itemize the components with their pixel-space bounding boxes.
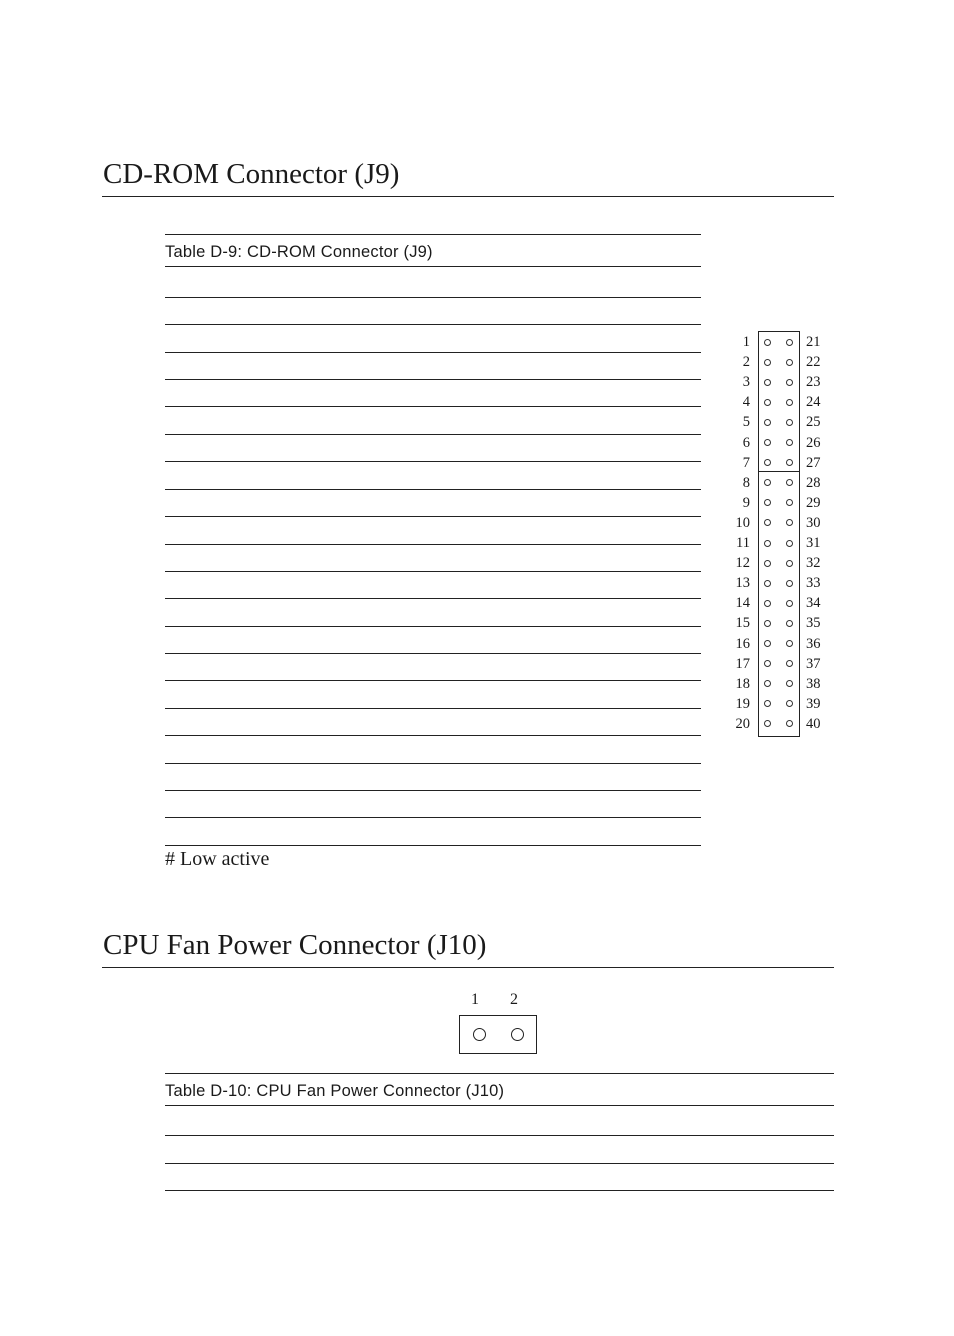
cdrom-table-row-rule [165, 297, 701, 298]
j9-pin-hole [764, 399, 771, 406]
cdrom-table-row-rule [165, 516, 701, 517]
j9-pin-label: 28 [806, 474, 821, 491]
j9-pin-label: 34 [806, 595, 821, 612]
j9-pin-label: 38 [806, 675, 821, 692]
cdrom-table-row-rule [165, 352, 701, 353]
j9-pin-label: 30 [806, 514, 821, 531]
j9-pin-label: 16 [735, 635, 750, 652]
j9-pin-label: 14 [735, 595, 750, 612]
j9-pin-label: 12 [735, 555, 750, 572]
j10-header-outline [459, 1015, 537, 1054]
cdrom-table-row-rule [165, 379, 701, 380]
j10-pin-label-2: 2 [510, 991, 518, 1008]
cdrom-table-row-rule [165, 434, 701, 435]
j9-pin-label: 1 [742, 334, 750, 350]
j9-pin-hole [786, 439, 793, 446]
cdrom-table-row-rule [165, 544, 701, 545]
j9-pin-label: 36 [806, 635, 821, 652]
j9-pin-hole [786, 560, 793, 567]
j9-pin-label: 23 [806, 374, 821, 391]
j9-pin-hole [786, 339, 793, 346]
j9-pin-label: 33 [806, 575, 821, 592]
cpufan-table-row-rule [165, 1105, 834, 1106]
j9-pin-hole [786, 419, 793, 426]
j9-pin-label: 3 [742, 374, 750, 391]
j9-pin-label: 39 [806, 695, 821, 712]
j9-pin-label: 6 [742, 434, 750, 451]
j9-pin-hole [764, 640, 771, 647]
cdrom-table-row-rule [165, 735, 701, 736]
cdrom-table-row-rule [165, 571, 701, 572]
j9-pin-label: 10 [735, 514, 750, 531]
j9-pin-label: 35 [806, 615, 821, 632]
cpufan-table-row-rule [165, 1135, 834, 1136]
cpufan-table [165, 1073, 834, 1193]
j9-pin-label: 9 [742, 494, 750, 511]
j9-pin-label: 25 [806, 414, 821, 431]
j9-pin-label: 32 [806, 555, 821, 572]
cdrom-heading-rule [102, 196, 834, 197]
j9-pin-label: 21 [806, 334, 821, 350]
cpufan-table-row-rule [165, 1163, 834, 1164]
cdrom-table-row-rule [165, 461, 701, 462]
j9-pin-hole [764, 620, 771, 627]
j9-pin-label: 4 [742, 394, 750, 411]
j9-pin-hole [764, 540, 771, 547]
j9-pin-hole [764, 600, 771, 607]
cpufan-section-heading: CPU Fan Power Connector (J10) [103, 929, 487, 961]
cdrom-table-row-rule [165, 598, 701, 599]
j9-pin-hole [764, 580, 771, 587]
cdrom-table-caption: Table D-9: CD-ROM Connector (J9) [165, 243, 433, 261]
cdrom-table-row-rule [165, 653, 701, 654]
j9-pin-label: 37 [806, 655, 821, 672]
low-active-note: # Low active [165, 848, 270, 870]
j9-pin-label: 20 [735, 715, 750, 732]
cdrom-table-row-rule [165, 324, 701, 325]
j9-pin-label: 40 [806, 715, 821, 732]
j9-pin-label: 29 [806, 494, 821, 511]
j10-pin-hole-1 [473, 1028, 486, 1041]
j9-pin-hole [764, 379, 771, 386]
j10-pin-label-1: 1 [471, 991, 479, 1008]
j9-pin-hole [786, 600, 793, 607]
cdrom-table-row-rule [165, 680, 701, 681]
j9-pin-label: 18 [735, 675, 750, 692]
cdrom-table-row-rule [165, 406, 701, 407]
cdrom-table-row-rule [165, 817, 701, 818]
cdrom-table-row-rule [165, 790, 701, 791]
j9-pin-hole [764, 439, 771, 446]
j9-pin-label: 17 [735, 655, 750, 672]
cdrom-table-row-rule [165, 489, 701, 490]
j10-pin-hole-2 [511, 1028, 524, 1041]
j9-pin-hole [786, 359, 793, 366]
j9-pin-hole [786, 399, 793, 406]
cpufan-table-row-rule [165, 1190, 834, 1191]
cdrom-table-row-rule [165, 266, 701, 267]
j9-pin-hole [764, 419, 771, 426]
j9-header-outline [758, 331, 800, 737]
cdrom-section-heading: CD-ROM Connector (J9) [103, 158, 400, 190]
j9-pin-label: 19 [735, 695, 750, 712]
j9-pin-hole [786, 640, 793, 647]
j9-pin-label: 22 [806, 354, 821, 371]
j9-pin-hole [786, 379, 793, 386]
j9-pin-label: 7 [742, 454, 750, 471]
j9-pin-label: 27 [806, 454, 821, 471]
j9-pin-hole [786, 620, 793, 627]
cdrom-table-row-rule [165, 763, 701, 764]
j9-pin-label: 26 [806, 434, 821, 451]
j9-header-key-line [758, 471, 800, 472]
j9-pin-label: 11 [736, 535, 750, 551]
cdrom-table-row-rule [165, 626, 701, 627]
j9-pin-label: 2 [742, 354, 750, 371]
j9-pin-label: 5 [742, 414, 750, 431]
cdrom-table [165, 234, 701, 846]
j9-pin-hole [764, 339, 771, 346]
j9-pin-label: 8 [742, 474, 750, 491]
j9-pin-hole [786, 580, 793, 587]
j9-pin-hole [764, 359, 771, 366]
cdrom-table-row-rule [165, 708, 701, 709]
j9-pin-label: 15 [735, 615, 750, 632]
j9-pin-hole [786, 540, 793, 547]
cpufan-table-top-rule [165, 1073, 834, 1074]
j9-pin-label: 24 [806, 394, 821, 411]
cdrom-table-top-rule [165, 234, 701, 235]
j9-pin-hole [764, 560, 771, 567]
j9-pin-label: 13 [735, 575, 750, 592]
cpufan-table-caption: Table D-10: CPU Fan Power Connector (J10) [165, 1082, 505, 1100]
cpufan-heading-rule [102, 967, 834, 968]
j9-pin-label: 31 [806, 535, 821, 551]
